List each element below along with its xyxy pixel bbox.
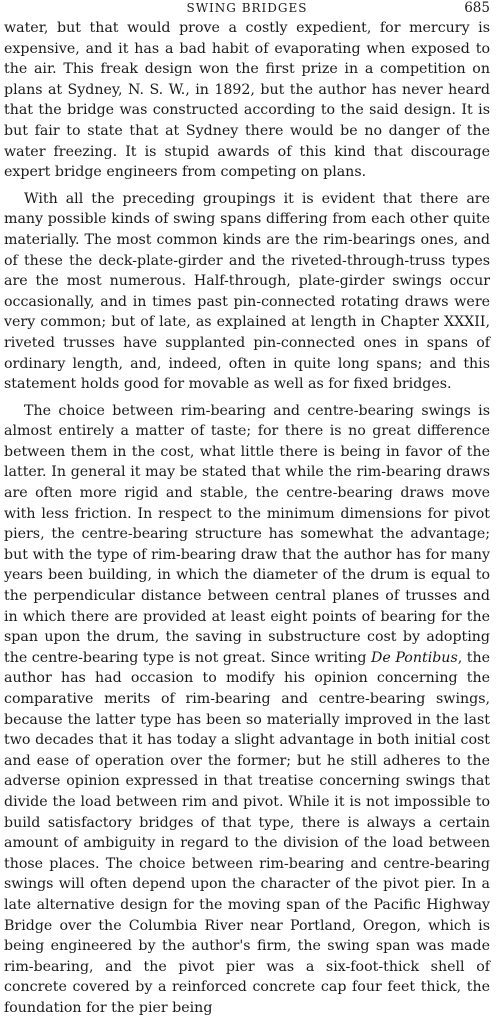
paragraph-continued: water, but that would prove a costly expedient, for mercury is expensive, and it has a bad habit of evaporating when exposed to the air. This freak design won the first prize in a competition on plans at Sydney, N. S. W., in 1892, but the author has never heard that the bridge was constructed according to the said design. It is but fair to state that at Sydney there would be no danger of the water freezing. It is stupid awards of this kind that discourage expert bridge engineers from competing on plans. [4, 20, 490, 181]
running-title: SWING BRIDGES [186, 1, 308, 15]
book-title-italic: De Pontibus [371, 649, 458, 666]
body-text [4, 18, 490, 1019]
paragraph-text-after: , the author has had occasion to modify his opinion concerning the comparative merits of rim-bearing and centre-bearing swings, because the latter type has been so materially improved in the last two decades that it has today a slight advantage in both initial cost and ease of operation over the former; but he still adheres to the adverse opinion expressed in that treatise concerning swings that divide the load between rim and pivot. While it is not impossible to build satisfactory bridges of that type, there is always a certain amount of ambiguity in regard to the division of the load between those places. The choice between rim-bearing and centre-bearing swings will often depend upon the character of the pivot pier. In a late alternative design for the moving span of the Pacific Highway Bridge over the Columbia River near Portland, Oregon, which is being engineered by the author's firm, the swing span was made rim-bearing, and the pivot pier was a six-foot-thick shell of concrete covered by a reinforced concrete cap four feet thick, the foundation for the pier being [4, 649, 491, 1016]
running-head [4, 0, 490, 18]
paragraph-swing-span-kinds: With all the preceding groupings it is evident that there are many possible kinds of swing spans differing from each other quite materially. The most common kinds are the rim-bearings ones, and of these the deck-plate-girder and the riveted-through-truss types are the most numerous. Half-through, plate-girder swings occur occasionally, and in times past pin-connected rotating draws were very common; but of late, as explained at length in Chapter XXXII, riveted trusses have supplanted pin-connected ones in spans of ordinary length, and, indeed, often in quite long spans; and this statement holds good for movable as well as for fixed bridges. [4, 190, 490, 393]
paragraph-rim-vs-centre-bearing [4, 401, 490, 1019]
page-number: 685 [464, 0, 490, 16]
paragraph-text-before: The choice between rim-bearing and centre-bearing swings is almost entirely a matter of taste; for there is no great difference between them in the cost, what little there is being in favor of the latter. In general it may be stated that while the rim-bearing draws are often more rigid and stable, the centre-bearing draws move with less friction. In respect to the minimum dimensions for pivot piers, the centre-bearing structure has somewhat the advantage; but with the type of rim-bearing draw that the author has for many years been building, in which the diameter of the drum is equal to the perpendicular distance between central planes of trusses and in which there are provided at least eight points of bearing for the span upon the drum, the saving in substructure cost by adopting the centre-bearing type is not great. Since writing [4, 402, 490, 666]
